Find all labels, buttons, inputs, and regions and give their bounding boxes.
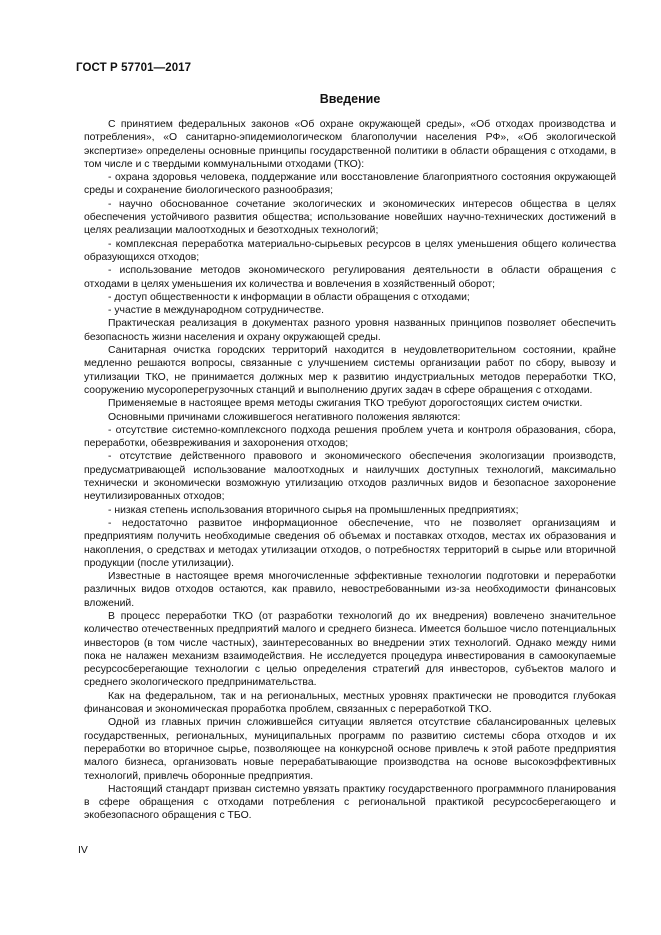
paragraph: Практическая реализация в документах разного уровня названных принципов позволяет обеспечить безопасность жизни населения и охрану окружающей среды. — [84, 318, 616, 343]
section-title: Введение — [319, 92, 381, 106]
paragraph: Одной из главных причин сложившейся ситуации является отсутствие сбалансированных целевых государственных, региональных, муниципальных программ по развитию системы сбора отходов и их переработки во вторичное сырье, позволяющее на конкурсной основе привлечь к этой работе предприятия малого бизнеса, организовать новые перерабатывающие производства на основе высокоэффективных технологий, привлечь оборонные предприятия. — [84, 717, 616, 782]
list-item: - комплексная переработка материально-сырьевых ресурсов в целях уменьшения общего количества образующихся отходов; — [84, 238, 616, 263]
page-number: IV — [78, 845, 88, 856]
standard-identifier: ГОСТ Р 57701—2017 — [76, 62, 192, 74]
paragraph: Известные в настоящее время многочисленные эффективные технологии подготовки и переработки различных видов отходов остаются, как правило, невостребованными из-за необходимости финансовых вложений. — [84, 571, 616, 609]
paragraph: Санитарная очистка городских территорий находится в неудовлетворительном состоянии, крайне медленно решаются вопросы, связанные с улучшением системы организации работ по сбору, вывозу и утилизации ТКО, не принимается должных мер к развитию индустриальных методов переработки ТКО, сооружению мусороперегрузочных станций и выполнению других задач в сфере обращения с отходами. — [84, 345, 616, 396]
list-item: - охрана здоровья человека, поддержание или восстановление благоприятного состояния окружающей среды и сохранение биологического разнообразия; — [84, 172, 616, 197]
paragraph: Как на федеральном, так и на региональных, местных уровнях практически не проводится глубокая финансовая и экономическая проработка проблем, связанных с переработкой ТКО. — [84, 690, 616, 716]
paragraph: Применяемые в настоящее время методы сжигания ТКО требуют дорогостоящих систем очистки. — [108, 398, 583, 410]
list-item: - недостаточно развитое информационное обеспечение, что не позволяет организациям и предприятиям получить необходимые сведения об объемах и поставках отходов, местах их образования и накопления, о средствах и методах утилизации отходов, о потребностях территорий в сырье или вторичной продукции (после утилизации). — [84, 517, 616, 569]
list-item: - отсутствие системно-комплексного подхода решения проблем учета и контроля образования, сбора, переработки, обезвреживания и захоронения отходов; — [84, 424, 616, 450]
list-item: - научно обоснованное сочетание экологических и экономических интересов общества в целях обеспечения устойчивого развития общества; использование новейших научно-технических достижений в целях реализации малоотходных и безотходных технологий; — [84, 198, 616, 237]
paragraph: С принятием федеральных законов «Об охране окружающей среды», «Об отходах производства и потребления», «О санитарно-эпидемиологическом благополучии населения РФ», «Об экологической экспертизе» определены основные принципы государственной политики в области обращения с отходами, в том числе и с твердыми коммунальными отходами (ТКО): — [84, 119, 616, 170]
list-item: - доступ общественности к информации в области обращения с отходами; — [108, 291, 470, 303]
paragraph: Настоящий стандарт призван системно увязать практику государственного программного планирования в сфере обращения с отходами потребления с региональной практикой ресурсосберегающего и экобезопасного обращения с ТБО. — [84, 783, 616, 822]
list-item: - участие в международном сотрудничестве. — [108, 305, 324, 317]
list-item: - использование методов экономического регулирования деятельности в области обращения с отходами в целях уменьшения их количества и вовлечения в хозяйственный оборот; — [84, 265, 616, 290]
paragraph: В процесс переработки ТКО (от разработки технологий до их внедрения) вовлечено значительное количество отечественных предприятий малого и среднего бизнеса. Имеется большое число потенциальных инвесторов (в том числе частных), заинтересованных во внедрении этих технологий. Однако между ними пока не налажен механизм взаимодействия. Не исследуется процедура инвестирования в самоокупаемые ресурсосберегающие технологии с целью определения стратегий для инвесторов, субъектов малого и среднего экологического предпринимательства. — [84, 610, 616, 689]
list-item: - отсутствие действенного правового и экономического обеспечения экологизации производств, предусматривающей использование малоотходных и наилучших доступных технологий, максимально технически и экономически возможную утилизацию отходов различных видов и безопасное захоронение неутилизированных отходов; — [84, 451, 616, 503]
paragraph: Основными причинами сложившегося негативного положения являются: — [108, 411, 461, 423]
body-text — [84, 118, 616, 823]
list-item: - низкая степень использования вторичного сырья на промышленных предприятиях; — [108, 504, 519, 516]
